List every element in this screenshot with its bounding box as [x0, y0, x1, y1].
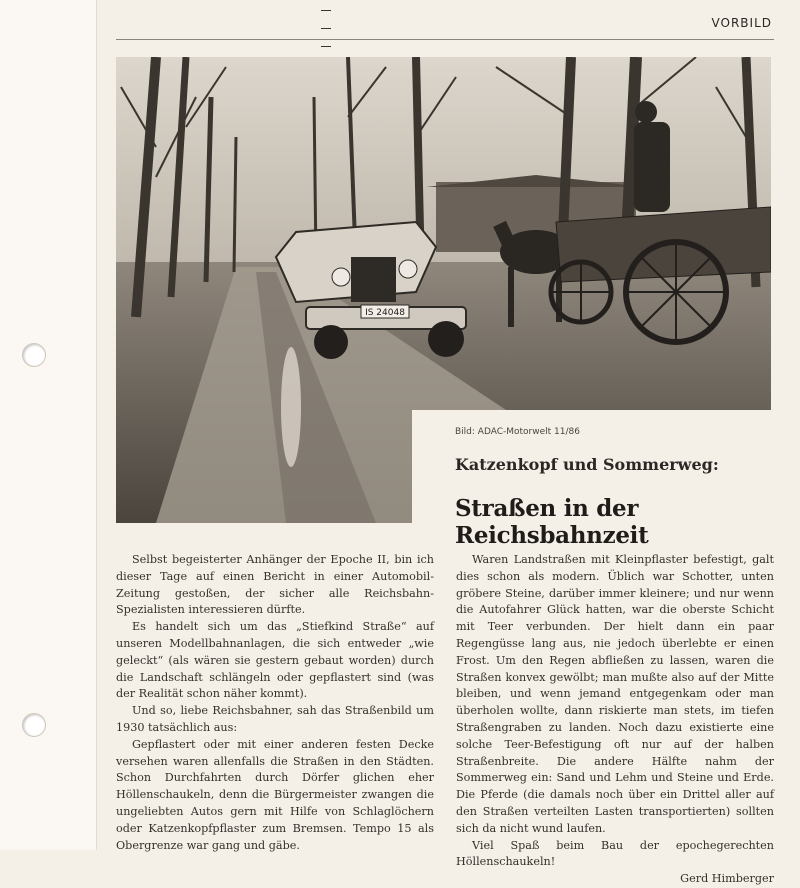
header-rule: [116, 39, 774, 40]
article-column-left: [116, 552, 434, 854]
paragraph: Selbst begeisterter Anhänger der Epoche II, bin ich dieser Tage auf einen Bericht in einer Automobil-Zeitung gestoßen, der sicher alle Reichsbahn-Spezialisten interessieren dürfte.: [116, 553, 434, 617]
margin-tick: [321, 46, 331, 47]
license-plate-text: IS 24048: [365, 308, 405, 318]
section-label: VORBILD: [711, 16, 772, 30]
punch-hole: [22, 713, 46, 737]
paragraph: Und so, liebe Reichsbahner, sah das Straßenbild um 1930 tatsächlich aus:: [116, 704, 434, 734]
article-column-right: [456, 552, 774, 888]
closing-text: Viel Spaß beim Bau der epochegerechten Höllenschaukeln!: [456, 838, 774, 869]
binder-margin: [0, 0, 97, 850]
paragraph: Gepflastert oder mit einer anderen festen Decke versehen waren allenfalls die Straßen in den Städten. Schon Durchfahrten durch Dörfer glichen eher Höllenschaukeln, denn die Bürgermeister zwangen die ungeliebten Autos gern mit Hilfe von Schlaglöchern oder Katzenkopfpflaster zum Bremsen. Tempo 15 als Obergrenze war gang und gäbe.: [116, 737, 434, 852]
closing-paragraph: [456, 838, 774, 872]
punch-hole: [22, 343, 46, 367]
article-headline: Straßen in der Reichsbahnzeit: [455, 495, 649, 549]
photo-credit: Bild: ADAC-Motorwelt 11/86: [455, 427, 580, 437]
article-kicker: Katzenkopf und Sommerweg:: [455, 455, 719, 474]
author-name: Gerd Himberger: [680, 872, 774, 886]
margin-tick: [321, 10, 331, 11]
signoff: [456, 871, 774, 888]
paragraph: Waren Landstraßen mit Kleinpflaster befestigt, galt dies schon als modern. Üblich war Schotter, unten gröbere Steine, darüber immer kleinere; und nur wenn die Autofahrer Glück hatten, war die oberste Schicht mit Teer verbunden. Der hielt dann ein paar Regengüsse lang aus, nie jedoch überlebte er einen Frost. Um den Regen abfließen zu lassen, waren die Straßen konvex gewölbt; man mußte also auf der Mitte bleiben, und wenn jemand entgegenkam oder man überholen wollte, dann riskierte man stets, im tiefen Straßengraben zu landen. Noch dazu existierte eine solche Teer-Befestigung oft nur auf der halben Straßenbreite. Die andere Hälfte nahm der Sommerweg ein: Sand und Lehm und Steine und Erde. Die Pferde (die damals noch über ein Drittel aller auf den Straßen verteilten Lasten transportierten) sollten sich da nicht wund laufen.: [456, 553, 774, 835]
paragraph: Es handelt sich um das „Stiefkind Straße“ auf unseren Modellbahnanlagen, die sich entweder „wie geleckt“ (als wären sie gestern gebaut worden) durch die Landschaft schlängeln oder gepflastert sind (was der Realität schon näher kommt).: [116, 620, 434, 701]
margin-tick: [321, 28, 331, 29]
